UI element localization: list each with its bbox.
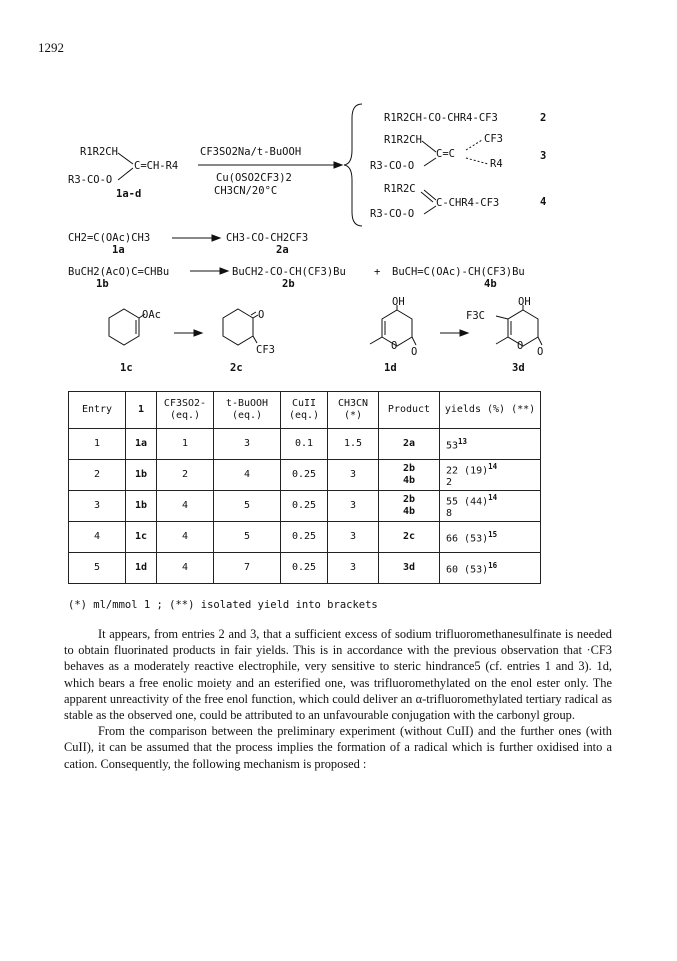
cell-cf3so2: 4 bbox=[157, 553, 214, 584]
yield-reference: 14 bbox=[488, 461, 498, 471]
reactant-ester: R3-CO-O bbox=[68, 174, 113, 186]
table-row bbox=[69, 429, 541, 460]
eq-b-reactant: BuCH2(AcO)C=CHBu bbox=[68, 266, 170, 278]
struct-1d-carbonyl-o: O bbox=[411, 346, 418, 358]
cell-ch3cn: 1.5 bbox=[328, 429, 379, 460]
page-number: 1292 bbox=[38, 40, 64, 55]
yield-value: 66 (53) bbox=[446, 533, 489, 545]
bond-p3-cf3 bbox=[466, 140, 482, 150]
bond-3d-co bbox=[538, 337, 542, 345]
cell-entry: 3 bbox=[69, 491, 126, 522]
cell-substrate: 1d bbox=[126, 553, 157, 584]
yield-value: 22 (19) bbox=[446, 465, 489, 477]
cell-entry: 5 bbox=[69, 553, 126, 584]
cell-ch3cn: 3 bbox=[328, 460, 379, 491]
paragraph-1: It appears, from entries 2 and 3, that a sufficient excess of sodium trifluoromethanesulfinate is needed to obtain fluorinated products in fair yields. This is in accordance with the previous observation that ·CF3 behaves as a moderately reactive electrophile, very sensitive to steric hindrance5 (cf. entries 1 and 3). 1d, which bears a free enolic moiety and an esterified one, was trifluoromethylated on the enol ester only. The apparent unreactivity of the free enol function, which could deliver an α-trifluoromethylated tertiary radical as stable as the observed one, could be attributed to an unfavourable conjugation with the carbonyl group. bbox=[64, 627, 612, 723]
header-product: Product bbox=[379, 392, 440, 429]
product-3-ester: R3-CO-O bbox=[370, 160, 415, 172]
struct-1c-oac: OAc bbox=[142, 309, 161, 321]
product-secondary: 4b bbox=[402, 475, 416, 486]
struct-3d-label: 3d bbox=[512, 362, 525, 374]
struct-3d-oh: OH bbox=[518, 296, 531, 308]
cell-product bbox=[379, 522, 440, 553]
reagents-bottom-1: Cu(OSO2CF3)2 bbox=[216, 172, 292, 184]
ring-3d bbox=[508, 310, 538, 346]
cell-tbuooh: 5 bbox=[214, 522, 281, 553]
cell-yield bbox=[440, 460, 541, 491]
cell-product bbox=[379, 460, 440, 491]
cell-cu: 0.25 bbox=[281, 553, 328, 584]
eq-b-product-2b-label: 2b bbox=[282, 278, 295, 290]
bond-reactant-lower bbox=[118, 168, 133, 180]
cell-entry: 4 bbox=[69, 522, 126, 553]
ring-1c bbox=[109, 309, 139, 345]
reagents-bottom-2: CH3CN/20°C bbox=[214, 185, 278, 197]
cell-tbuooh: 5 bbox=[214, 491, 281, 522]
results-table bbox=[68, 391, 541, 584]
product-primary: 2b bbox=[402, 463, 416, 474]
yield-value: 53 bbox=[446, 440, 459, 452]
eq-a-product: CH3-CO-CH2CF3 bbox=[226, 232, 309, 244]
bond-reactant-upper bbox=[118, 153, 133, 164]
cell-yield bbox=[440, 553, 541, 584]
header-cu: CuII (eq.) bbox=[281, 392, 328, 429]
bond-3d-cf3 bbox=[496, 316, 508, 319]
header-cf3so2: CF3SO2- (eq.) bbox=[157, 392, 214, 429]
cell-cf3so2: 1 bbox=[157, 429, 214, 460]
struct-3d-ring-o: O bbox=[517, 340, 524, 352]
eq-b-product-2b: BuCH2-CO-CH(CF3)Bu bbox=[232, 266, 346, 278]
product-2: R1R2CH-CO-CHR4-CF3 bbox=[384, 112, 498, 124]
yield-secondary: 2 bbox=[446, 477, 453, 489]
header-entry: Entry bbox=[69, 392, 126, 429]
eq-b-product-4b-label: 4b bbox=[484, 278, 497, 290]
product-4-number: 4 bbox=[540, 196, 547, 208]
arrow-1c-2c-head bbox=[194, 330, 202, 336]
header-yields: yields (%) (**) bbox=[440, 392, 541, 429]
struct-1d-oh: OH bbox=[392, 296, 405, 308]
struct-3d-carbonyl-o: O bbox=[537, 346, 544, 358]
product-3-r1r2ch: R1R2CH bbox=[384, 134, 422, 146]
cell-tbuooh: 3 bbox=[214, 429, 281, 460]
cell-cf3so2: 4 bbox=[157, 491, 214, 522]
ring-1d bbox=[382, 310, 412, 346]
product-3-r4: R4 bbox=[490, 158, 503, 170]
product-4-ester: R3-CO-O bbox=[370, 208, 415, 220]
product-primary: 3d bbox=[402, 562, 416, 573]
bond-1c-oac bbox=[139, 314, 145, 318]
eq-b-arrow-head bbox=[220, 268, 228, 274]
cell-tbuooh: 7 bbox=[214, 553, 281, 584]
ring-2c bbox=[223, 309, 253, 345]
bond-p4-upper-a bbox=[424, 190, 436, 200]
cell-product bbox=[379, 491, 440, 522]
bond-p4-upper-b bbox=[421, 192, 433, 202]
struct-1d-ring-o: O bbox=[391, 340, 398, 352]
struct-2c-oxygen: O bbox=[258, 309, 265, 321]
header-substrate: 1 bbox=[126, 392, 157, 429]
main-arrow-head bbox=[334, 162, 342, 168]
cell-ch3cn: 3 bbox=[328, 522, 379, 553]
eq-b-reactant-label: 1b bbox=[96, 278, 109, 290]
cell-yield bbox=[440, 522, 541, 553]
cell-tbuooh: 4 bbox=[214, 460, 281, 491]
reactant-alkene: C=CH-R4 bbox=[134, 160, 179, 172]
yield-secondary: 8 bbox=[446, 508, 453, 520]
eq-b-product-4b: BuCH=C(OAc)-CH(CF3)Bu bbox=[392, 266, 525, 278]
arrow-1d-3d-head bbox=[460, 330, 468, 336]
yield-primary bbox=[446, 461, 536, 477]
cell-yield bbox=[440, 491, 541, 522]
cell-entry: 2 bbox=[69, 460, 126, 491]
cell-product bbox=[379, 429, 440, 460]
product-3-number: 3 bbox=[540, 150, 547, 162]
cell-cf3so2: 4 bbox=[157, 522, 214, 553]
eq-a-reactant-label: 1a bbox=[112, 244, 125, 256]
eq-b-plus: + bbox=[374, 266, 381, 278]
bond-3d-methyl bbox=[496, 337, 508, 344]
yield-primary bbox=[446, 492, 536, 508]
yield-reference: 16 bbox=[488, 560, 498, 570]
product-secondary: 4b bbox=[402, 506, 416, 517]
bond-p4-lower bbox=[424, 206, 436, 214]
reactant-label: 1a-d bbox=[116, 188, 142, 200]
cell-substrate: 1b bbox=[126, 491, 157, 522]
struct-1c-label: 1c bbox=[120, 362, 133, 374]
cell-cf3so2: 2 bbox=[157, 460, 214, 491]
table-row bbox=[69, 491, 541, 522]
cell-substrate: 1a bbox=[126, 429, 157, 460]
paragraph-2: From the comparison between the preliminary experiment (without CuII) and the further ones (with CuII), it can be assumed that the process implies the formation of a radical which is further oxidised into a cation. Consequently, the following mechanism is proposed : bbox=[64, 724, 612, 771]
cell-ch3cn: 3 bbox=[328, 491, 379, 522]
scheme-drawing bbox=[0, 0, 677, 400]
reactant-r1r2ch: R1R2CH bbox=[80, 146, 118, 158]
cell-product bbox=[379, 553, 440, 584]
yield-reference: 15 bbox=[488, 529, 498, 539]
cell-cu: 0.25 bbox=[281, 491, 328, 522]
yield-reference: 13 bbox=[458, 436, 468, 446]
product-primary: 2b bbox=[402, 494, 416, 505]
table-row bbox=[69, 460, 541, 491]
table-header-row bbox=[69, 392, 541, 429]
yield-reference: 14 bbox=[488, 492, 498, 502]
struct-2c-cf3: CF3 bbox=[256, 344, 275, 356]
product-brace bbox=[344, 104, 362, 226]
table-footnote: (*) ml/mmol 1 ; (**) isolated yield into brackets bbox=[68, 599, 378, 611]
struct-2c-label: 2c bbox=[230, 362, 243, 374]
yield-primary bbox=[446, 560, 536, 576]
cell-entry: 1 bbox=[69, 429, 126, 460]
product-4-chain: C-CHR4-CF3 bbox=[436, 197, 500, 209]
eq-a-product-label: 2a bbox=[276, 244, 289, 256]
product-3-cf3: CF3 bbox=[484, 133, 503, 145]
reagents-top: CF3SO2Na/t-BuOOH bbox=[200, 146, 302, 158]
bond-1d-co bbox=[412, 337, 416, 345]
cell-yield bbox=[440, 429, 541, 460]
body-text bbox=[64, 626, 612, 772]
cell-substrate: 1b bbox=[126, 460, 157, 491]
bond-2c-co-a bbox=[253, 315, 258, 318]
cell-cu: 0.25 bbox=[281, 460, 328, 491]
bond-p3-r4 bbox=[466, 158, 488, 164]
yield-value: 55 (44) bbox=[446, 496, 489, 508]
struct-3d-f3c: F3C bbox=[466, 310, 485, 322]
product-primary: 2a bbox=[402, 438, 416, 449]
yield-value: 60 (53) bbox=[446, 564, 489, 576]
eq-a-arrow-head bbox=[212, 235, 220, 241]
product-3-alkene: C=C bbox=[436, 148, 455, 160]
table-row bbox=[69, 522, 541, 553]
bond-p3-upper bbox=[422, 141, 436, 152]
header-tbuooh: t-BuOOH (eq.) bbox=[214, 392, 281, 429]
product-4-r1r2c: R1R2C bbox=[384, 183, 416, 195]
header-ch3cn: CH3CN (*) bbox=[328, 392, 379, 429]
yield-primary bbox=[446, 436, 536, 452]
table-row bbox=[69, 553, 541, 584]
bond-2c-cf3 bbox=[253, 336, 257, 343]
cell-cu: 0.25 bbox=[281, 522, 328, 553]
bond-p3-lower bbox=[424, 158, 436, 166]
eq-a-reactant: CH2=C(OAc)CH3 bbox=[68, 232, 151, 244]
product-primary: 2c bbox=[402, 531, 416, 542]
struct-1d-label: 1d bbox=[384, 362, 397, 374]
yield-primary bbox=[446, 529, 536, 545]
cell-substrate: 1c bbox=[126, 522, 157, 553]
cell-cu: 0.1 bbox=[281, 429, 328, 460]
product-2-number: 2 bbox=[540, 112, 547, 124]
table-body bbox=[69, 429, 541, 584]
cell-ch3cn: 3 bbox=[328, 553, 379, 584]
bond-2c-co-b bbox=[251, 312, 256, 315]
bond-1d-methyl bbox=[370, 337, 382, 344]
